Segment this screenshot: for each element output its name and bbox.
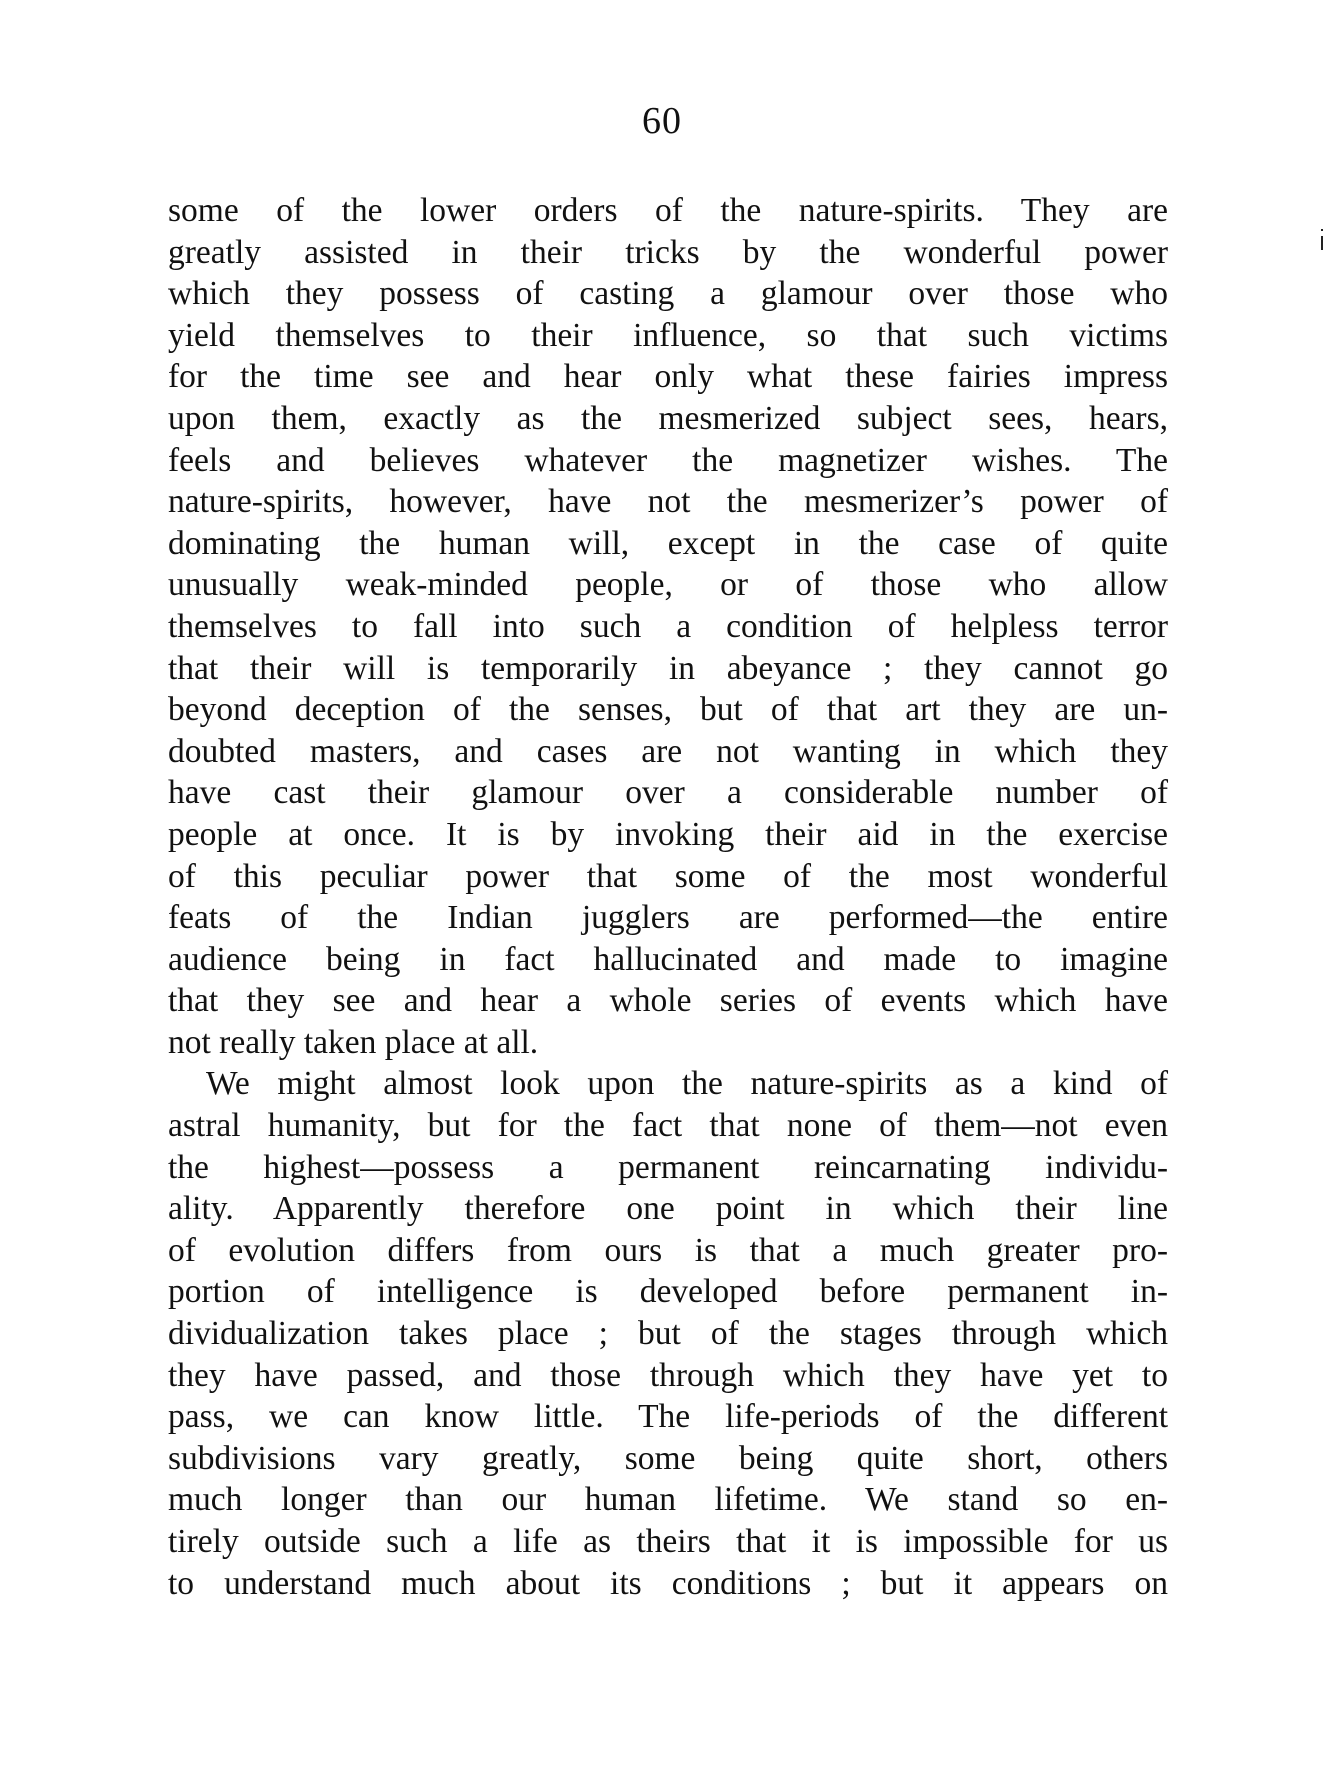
text-line: portion of intelligence is developed before permanent in- xyxy=(168,1273,1168,1311)
text-line: of evolution differs from ours is that a much greater pro- xyxy=(168,1231,1168,1269)
text-line: themselves to fall into such a condition of helpless terror xyxy=(168,607,1168,645)
text-line: tirely outside such a life as theirs that it is impossible for us xyxy=(168,1523,1168,1560)
text-line: they have passed, and those through which they have yet to xyxy=(168,1356,1168,1394)
text-line: for the time see and hear only what these fairies impress xyxy=(168,358,1168,396)
text-line: some of the lower orders of the nature-spirits. They are xyxy=(168,192,1168,229)
paragraph-1 xyxy=(168,190,1168,1063)
text-line: feats of the Indian jugglers are performed—the entire xyxy=(168,899,1168,937)
body-text xyxy=(168,190,1168,1604)
text-line: nature-spirits, however, have not the mesmerizer’s power of xyxy=(168,483,1168,521)
text-line: which they possess of casting a glamour over those who xyxy=(168,275,1168,313)
text-line: audience being in fact hallucinated and made to imagine xyxy=(168,940,1168,978)
text-line: have cast their glamour over a considerable number of xyxy=(168,774,1168,812)
text-line: not really taken place at all. xyxy=(168,1023,539,1061)
scan-artifact xyxy=(1321,236,1323,250)
text-line: yield themselves to their influence, so that such victims xyxy=(168,316,1168,354)
text-line: We might almost look upon the nature-spirits as a kind of xyxy=(206,1065,1168,1103)
text-line: ality. Apparently therefore one point in which their line xyxy=(168,1190,1168,1228)
text-line: that they see and hear a whole series of events which have xyxy=(168,982,1168,1020)
text-line: upon them, exactly as the mesmerized subject sees, hears, xyxy=(168,399,1168,437)
text-line: feels and believes whatever the magnetizer wishes. The xyxy=(168,441,1168,479)
text-line: to understand much about its conditions ; but it appears on xyxy=(168,1564,1168,1602)
text-line: of this peculiar power that some of the most wonderful xyxy=(168,857,1168,895)
text-line: unusually weak-minded people, or of those who allow xyxy=(168,566,1168,604)
text-line: that their will is temporarily in abeyance ; they cannot go xyxy=(168,649,1168,687)
text-line: much longer than our human lifetime. We stand so en- xyxy=(168,1481,1168,1519)
text-line: astral humanity, but for the fact that none of them—not even xyxy=(168,1107,1168,1145)
text-line: dominating the human will, except in the case of quite xyxy=(168,524,1168,562)
text-line: doubted masters, and cases are not wanting in which they xyxy=(168,732,1168,770)
text-line: dividualization takes place ; but of the stages through which xyxy=(168,1315,1168,1353)
text-line: the highest—possess a permanent reincarnating individu- xyxy=(168,1148,1168,1186)
page-number: 60 xyxy=(642,100,682,142)
text-line: subdivisions vary greatly, some being quite short, others xyxy=(168,1439,1168,1477)
text-line: greatly assisted in their tricks by the wonderful power xyxy=(168,233,1168,271)
paragraph-2 xyxy=(168,1063,1168,1604)
text-line: people at once. It is by invoking their aid in the exercise xyxy=(168,815,1168,853)
scan-artifact xyxy=(1321,229,1323,231)
text-line: beyond deception of the senses, but of that art they are un- xyxy=(168,691,1168,729)
text-line: pass, we can know little. The life-periods of the different xyxy=(168,1398,1168,1436)
